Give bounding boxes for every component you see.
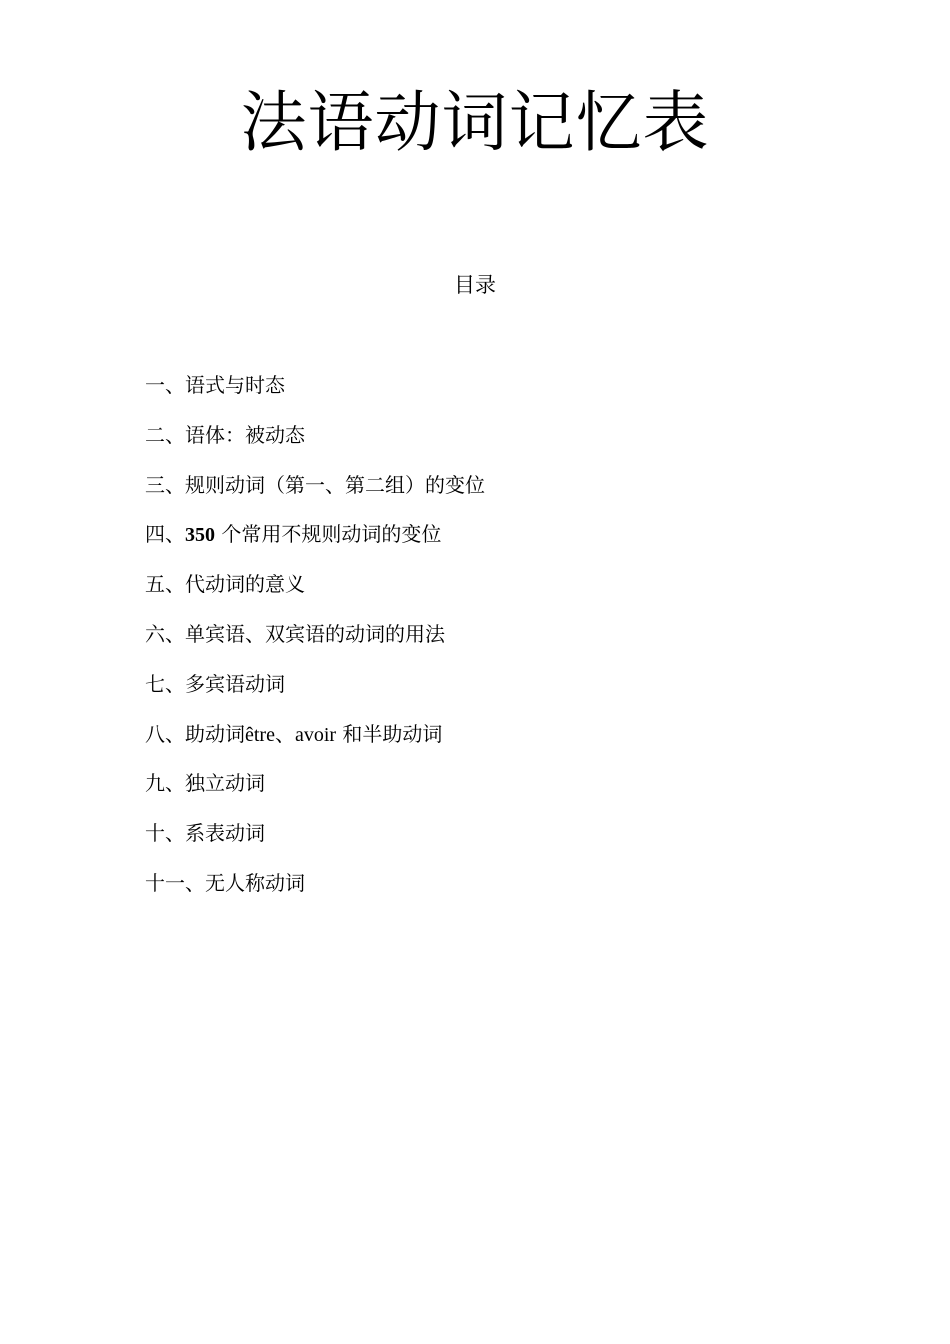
toc-item-7: 七、多宾语动词	[145, 671, 285, 696]
toc-item-11: 十一、无人称动词	[145, 870, 305, 895]
toc-item-4-prefix: 四、	[145, 522, 185, 547]
toc-item-8-etre: être	[245, 723, 275, 746]
toc-item-8-prefix: 八、助动词	[145, 721, 245, 746]
toc-heading: 目录	[454, 273, 496, 297]
toc-item-6: 六、单宾语、双宾语的动词的用法	[145, 621, 445, 646]
toc-item-10: 十、系表动词	[145, 821, 265, 846]
toc-item-3: 三、规则动词（第一、第二组）的变位	[145, 472, 485, 497]
toc-item-4-number: 350	[185, 524, 215, 547]
document-title: 法语动词记忆表	[240, 84, 710, 161]
toc-item-2: 二、语体：被动态	[145, 422, 305, 447]
toc-item-9: 九、独立动词	[145, 771, 265, 796]
toc-item-8-separator: 、	[274, 721, 295, 746]
toc-item-4-suffix: 个常用不规则动词的变位	[215, 522, 442, 547]
toc-item-8	[145, 719, 845, 769]
toc-item-4	[145, 519, 845, 569]
toc-item-8-suffix: 和半助动词	[336, 721, 443, 746]
toc-item-1: 一、语式与时态	[145, 373, 285, 397]
toc-item-8-avoir: avoir	[294, 723, 337, 746]
table-of-contents	[145, 370, 845, 918]
toc-item-5: 五、代动词的意义	[145, 572, 305, 597]
